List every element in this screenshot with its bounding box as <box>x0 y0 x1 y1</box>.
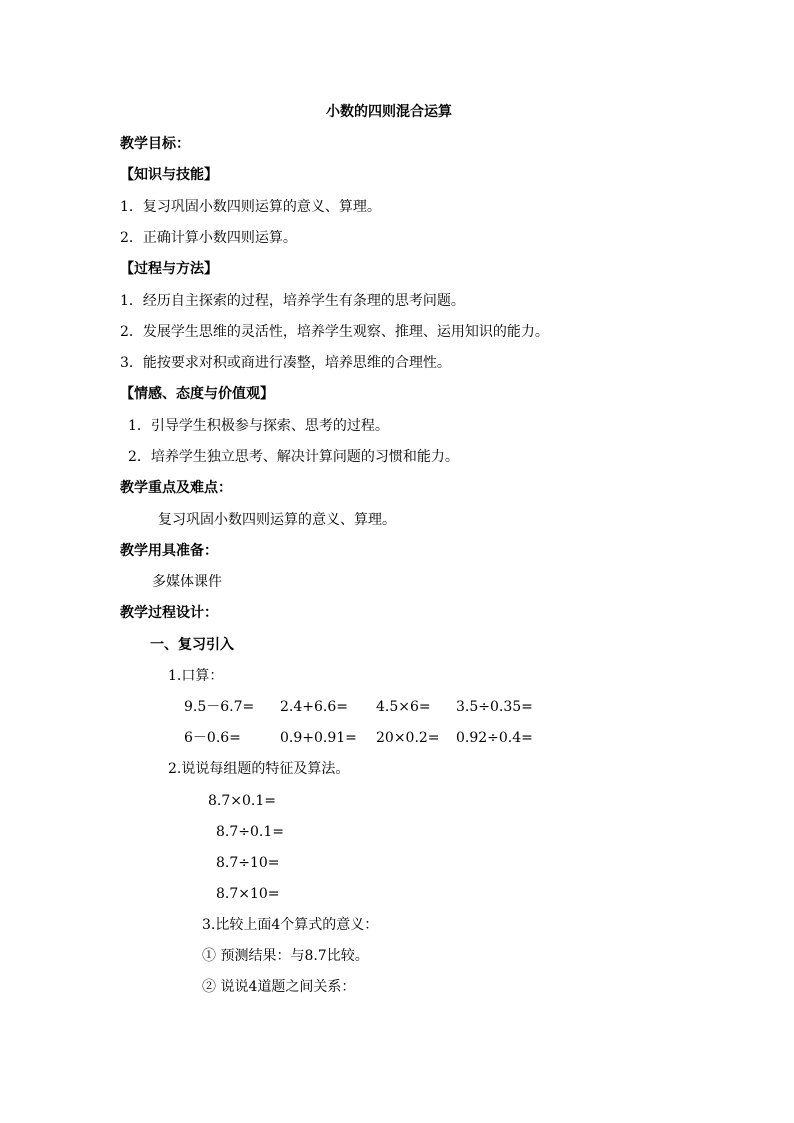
oral-calc-row <box>184 698 584 716</box>
group-label: 2.说说每组题的特征及算法。 <box>168 761 350 777</box>
oral-calc-label: 1.口算： <box>168 668 224 684</box>
key-points-heading: 教学重点及难点： <box>120 480 232 496</box>
emotion-item: 2．培养学生独立思考、解决计算问题的习惯和能力。 <box>128 449 459 465</box>
goals-heading: 教学目标： <box>120 136 190 152</box>
oral-calc-problem: 2.4+6.6= <box>280 699 348 715</box>
process-item: 1．经历自主探索的过程，培养学生有条理的思考问题。 <box>120 293 465 309</box>
oral-calc-problem: 0.92÷0.4= <box>456 730 533 746</box>
group-item: 8.7÷10= <box>216 855 280 871</box>
group-item: 8.7×0.1= <box>208 793 276 809</box>
compare-item: ② 说说4道题之间关系： <box>202 979 356 995</box>
oral-calc-problem: 0.9+0.91= <box>280 730 357 746</box>
oral-calc-problem: 4.5×6= <box>376 699 431 715</box>
group-item: 8.7×10= <box>216 886 280 902</box>
knowledge-item: 1．复习巩固小数四则运算的意义、算理。 <box>120 199 381 215</box>
emotion-item: 1．引导学生积极参与探索、思考的过程。 <box>128 418 389 434</box>
tools-heading: 教学用具准备： <box>120 543 218 559</box>
oral-calc-problem: 6－0.6= <box>184 730 241 746</box>
process-item: 2．发展学生思维的灵活性，培养学生观察、推理、运用知识的能力。 <box>120 324 549 340</box>
emotion-heading: 【情感、态度与价值观】 <box>120 386 274 402</box>
oral-calc-problem: 9.5－6.7= <box>184 699 255 715</box>
oral-calc-problem: 3.5÷0.35= <box>456 699 533 715</box>
process-heading: 【过程与方法】 <box>120 261 218 277</box>
part-one-heading: 一、复习引入 <box>150 637 234 653</box>
group-item: 8.7÷0.1= <box>216 824 284 840</box>
compare-label: 3.比较上面4个算式的意义： <box>202 917 379 933</box>
process-design-heading: 教学过程设计： <box>120 605 218 621</box>
process-item: 3．能按要求对积或商进行凑整，培养思维的合理性。 <box>120 355 451 371</box>
knowledge-item: 2．正确计算小数四则运算。 <box>120 230 297 246</box>
oral-calc-problem: 20×0.2= <box>376 730 440 746</box>
tools-text: 多媒体课件 <box>152 574 222 590</box>
oral-calc-row <box>184 729 584 747</box>
knowledge-heading: 【知识与技能】 <box>120 167 218 183</box>
document-title: 小数的四则混合运算 <box>326 104 452 120</box>
compare-item: ① 预测结果：与8.7比较。 <box>202 948 369 964</box>
key-points-text: 复习巩固小数四则运算的意义、算理。 <box>158 512 396 528</box>
